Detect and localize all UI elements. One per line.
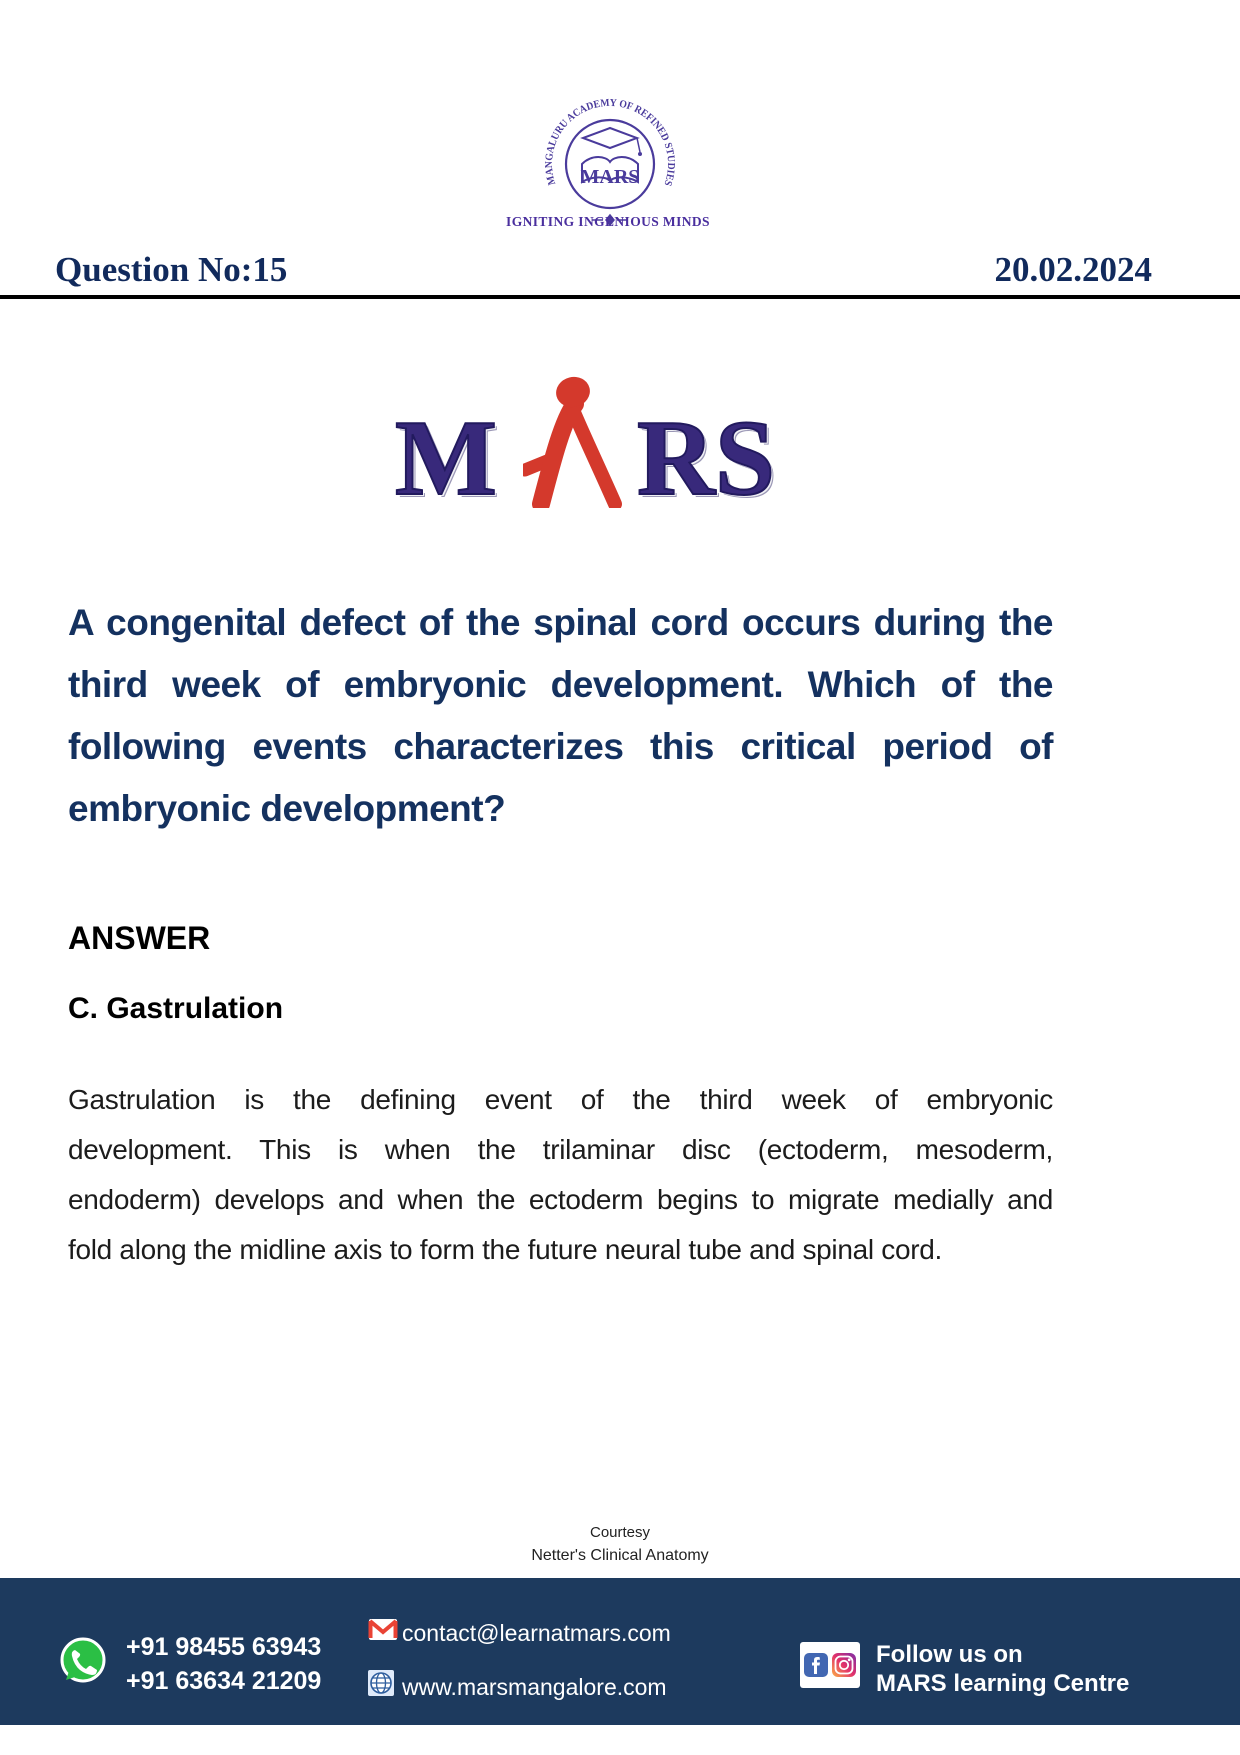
website-url: www.marsmangalore.com: [402, 1674, 667, 1700]
logo-letters-rs: RS: [637, 399, 776, 518]
graduation-cap-icon: [583, 128, 642, 156]
phone-number-1: +91 98455 63943: [126, 1633, 322, 1661]
explanation-line: endoderm) develops and when the ectoderm begins to migrate medially and: [68, 1184, 1053, 1215]
explanation-line: fold along the midline axis to form the future neural tube and spinal cord.: [68, 1234, 943, 1265]
email-address: contact@learnatmars.com: [402, 1620, 671, 1646]
question-number: Question No:15: [55, 250, 288, 289]
question-line: embryonic development?: [68, 788, 506, 829]
logo-runner-figure-icon: [523, 376, 631, 508]
courtesy-label: Courtesy: [589, 1524, 651, 1541]
facebook-icon: [804, 1653, 828, 1677]
follow-centre-text: MARS learning Centre: [876, 1670, 1130, 1697]
phone-number-2: +91 63634 21209: [126, 1667, 322, 1695]
gmail-icon: [368, 1618, 398, 1641]
seal-ring-text: MANGALURU ACADEMY OF REFINED STUDIES: [543, 97, 677, 188]
seal-tagline: IGNITING INGENIOUS MINDS: [506, 214, 710, 229]
instagram-icon: [832, 1653, 856, 1677]
header-divider: [0, 295, 1240, 299]
answer-heading: ANSWER: [68, 920, 211, 956]
question-line: A congenital defect of the spinal cord occurs during the: [68, 602, 1053, 643]
mars-logo: [395, 368, 776, 518]
courtesy-source: Netter's Clinical Anatomy: [531, 1547, 709, 1564]
footer-bar: [0, 1578, 1240, 1725]
whatsapp-icon: [58, 1636, 108, 1686]
explanation-line: Gastrulation is the defining event of the third week of embryonic: [68, 1084, 1053, 1115]
social-icons-box: [800, 1642, 860, 1688]
seal-monogram: MARS: [580, 166, 640, 188]
globe-icon: [368, 1670, 394, 1696]
answer-explanation: [68, 1075, 1053, 1275]
question-line: following events characterizes this critical period of: [68, 726, 1053, 767]
question-text: [68, 592, 1053, 840]
date: 20.02.2024: [994, 250, 1152, 289]
courtesy-note: [0, 1522, 1240, 1568]
explanation-line: development. This is when the trilaminar disc (ectoderm, mesoderm,: [68, 1134, 1053, 1165]
follow-us-text: Follow us on: [876, 1641, 1023, 1668]
answer-choice: C. Gastrulation: [68, 992, 284, 1025]
question-line: third week of embryonic development. Which of the: [68, 664, 1053, 705]
logo-letter-m: M: [395, 399, 497, 518]
